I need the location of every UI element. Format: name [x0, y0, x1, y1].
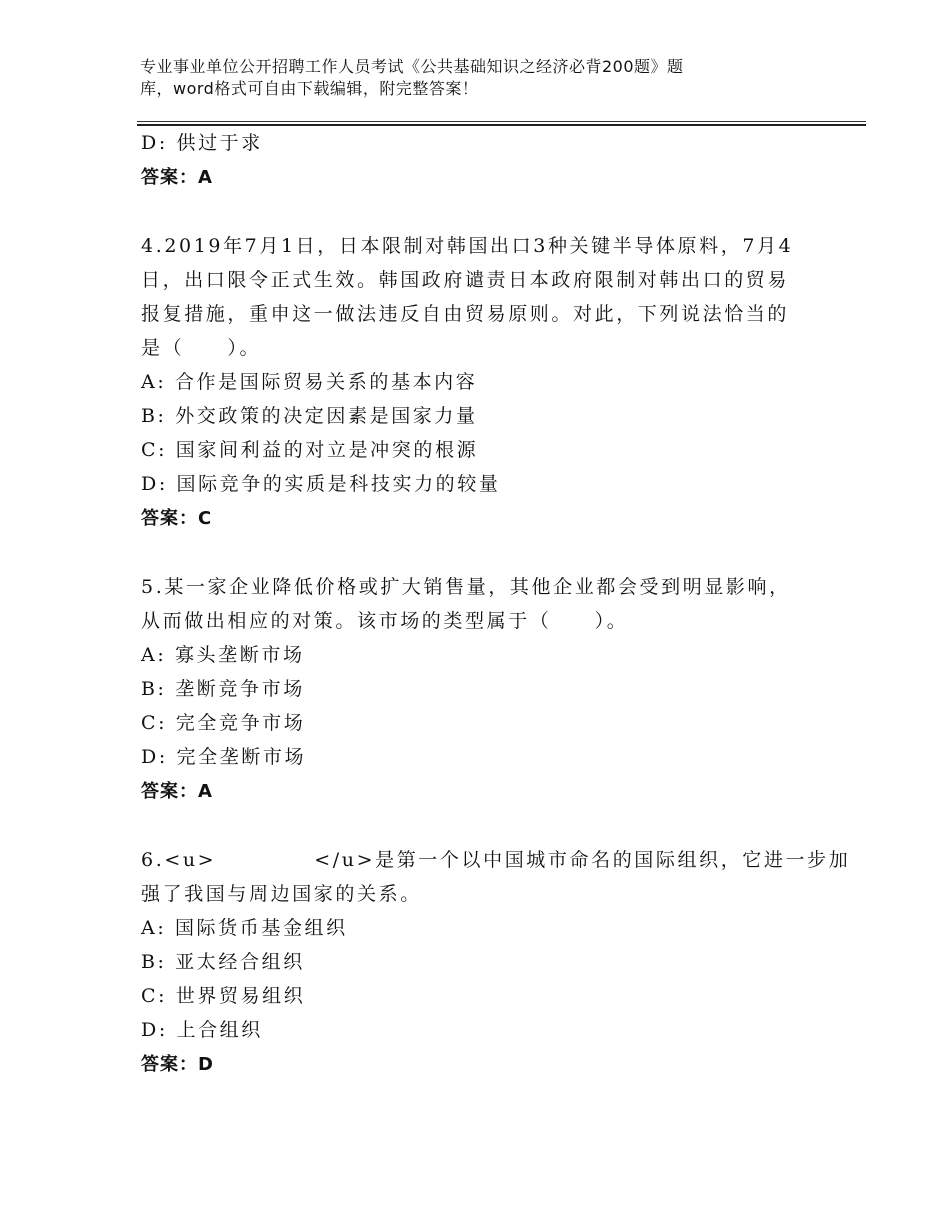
q6-stem-line-2: 强了我国与周边国家的关系。 [141, 883, 422, 905]
q6-stem-line-1 [141, 848, 850, 872]
header-title-line-1: 专业事业单位公开招聘工作人员考试《公共基础知识之经济必背200题》题 [140, 57, 684, 76]
q4-stem-line-2: 日，出口限令正式生效。韩国政府谴责日本政府限制对韩出口的贸易 [141, 269, 790, 291]
q4-option-a: A: 合作是国际贸易关系的基本内容 [141, 371, 478, 393]
document-header [140, 56, 780, 100]
q6-option-b: B: 亚太经合组织 [141, 951, 305, 973]
q5-stem-line-1: 5.某一家企业降低价格或扩大销售量，其他企业都会受到明显影响， [141, 576, 791, 598]
q5-option-a: A: 寡头垄断市场 [141, 644, 305, 666]
q6-option-c: C: 世界贸易组织 [141, 985, 306, 1007]
q6-option-d: D: 上合组织 [141, 1019, 263, 1041]
q3-option-d: D: 供过于求 [141, 132, 263, 154]
q4-option-b: B: 外交政策的决定因素是国家力量 [141, 405, 478, 427]
q4-answer: 答案：C [141, 508, 213, 529]
q3-answer: 答案：A [141, 167, 213, 188]
q6-answer: 答案：D [141, 1054, 214, 1075]
header-title-line-2: 库，word格式可自由下载编辑，附完整答案！ [140, 79, 479, 98]
header-divider-thick [137, 124, 866, 126]
q4-stem-line-3: 报复措施，重申这一做法违反自由贸易原则。对此，下列说法恰当的 [141, 303, 790, 325]
q6-stem-suffix: </u>是第一个以中国城市命名的国际组织，它进一步加 [314, 849, 851, 871]
q4-stem-line-1: 4.2019年7月1日，日本限制对韩国出口3种关键半导体原料，7月4 [141, 235, 794, 257]
header-divider-thin [137, 121, 866, 122]
q5-stem-line-2: 从而做出相应的对策。该市场的类型属于（ ）。 [141, 610, 629, 632]
q4-option-c: C: 国家间利益的对立是冲突的根源 [141, 439, 479, 461]
q5-option-c: C: 完全竞争市场 [141, 712, 306, 734]
q5-option-b: B: 垄断竞争市场 [141, 678, 305, 700]
q6-option-a: A: 国际货币基金组织 [141, 917, 348, 939]
q4-stem-line-4: 是（ ）。 [141, 337, 262, 359]
q6-stem-prefix: 6.<u> [141, 849, 217, 871]
q5-option-d: D: 完全垄断市场 [141, 746, 307, 768]
q5-answer: 答案：A [141, 781, 213, 802]
q4-option-d: D: 国际竞争的实质是科技实力的较量 [141, 473, 501, 495]
